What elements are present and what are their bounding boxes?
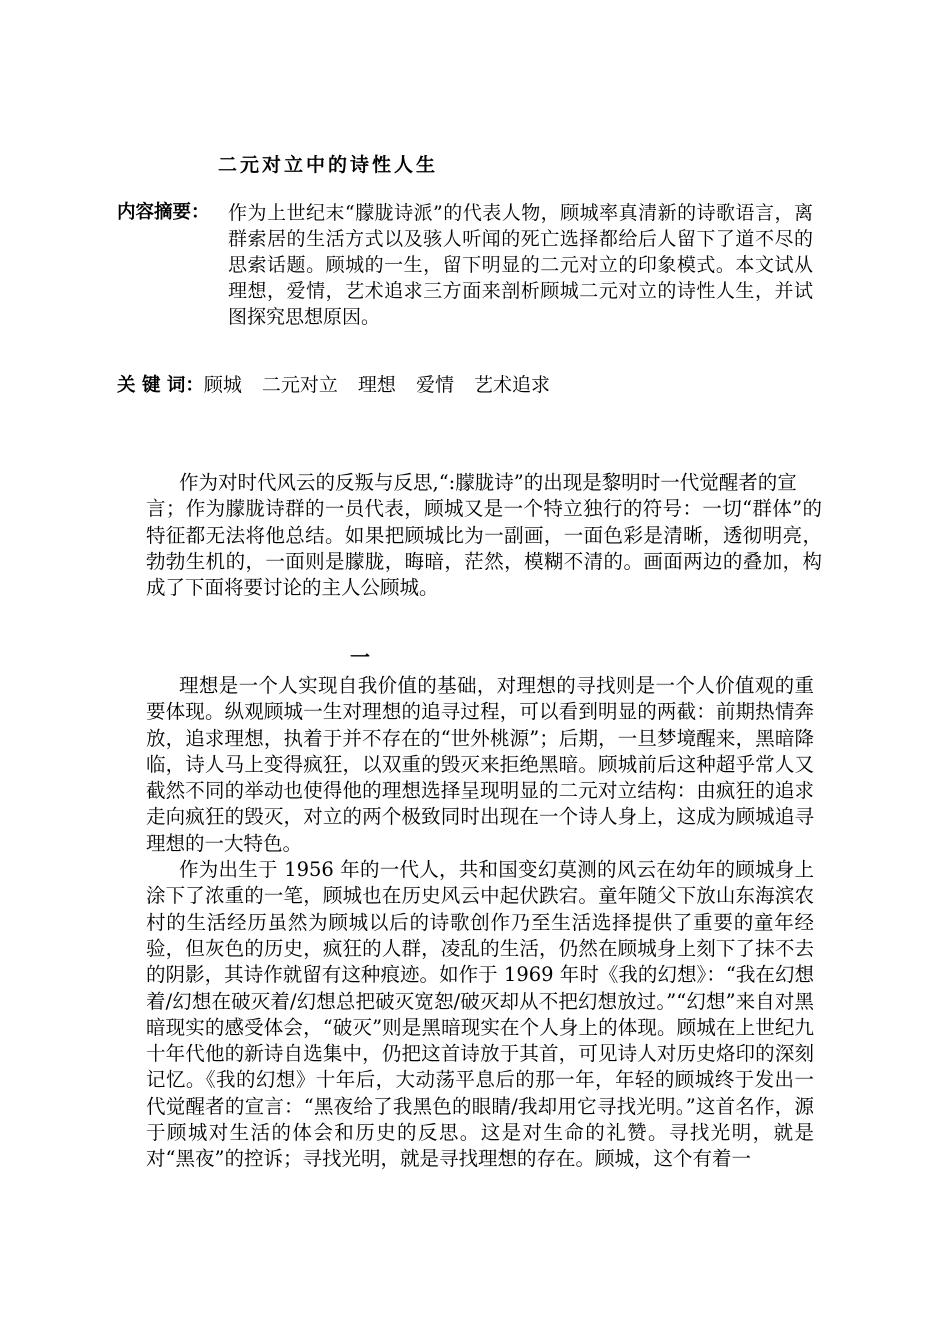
keyword: 理想 <box>357 374 396 396</box>
abstract-block <box>117 200 817 330</box>
section-number: 一 <box>350 645 370 669</box>
section-paragraph: 作为出生于 1956 年的一代人，共和国变幻莫测的风云在幼年的顾城身上涂下了浓重的一笔，顾城也在历史风云中起伏跌宕。童年随父下放山东海滨农村的生活经历虽然为顾城以后的诗歌创作乃至生活选择提供了重要的童年经验，但灰色的历史，疯狂的人群，凌乱的生活，仍然在顾城身上刻下了抹不去的阴影，其诗作就留有这种痕迹。如作于 1969 年时《我的幻想》：“我在幻想着/幻想在破灭着/幻想总把破灭宽恕/破灭却从不把幻想放过。”“幻想”来自对黑暗现实的感受体会，“破灭”则是黑暗现实在个人身上的体现。顾城在上世纪九十年代他的新诗自选集中，仍把这首诗放于其首，可见诗人对历史烙印的深刻记忆。《我的幻想》十年后，大动荡平息后的那一年，年轻的顾城终于发出一代觉醒者的宣言：“黑夜给了我黑色的眼睛/我却用它寻找光明。”这首名作，源于顾城对生活的体会和历史的反思。这是对生命的礼赞。寻找光明，就是对“黑夜”的控诉；寻找光明，就是寻找理想的存在。顾城，这个有着一 <box>146 858 814 1171</box>
intro-line-1: 作为对时代风云的反叛与反思,“:朦胧诗”的出现是黎明时一代觉醒者的宣 <box>179 471 797 494</box>
keyword: 二元对立 <box>261 374 338 396</box>
section-paragraph: 理想是一个人实现自我价值的基础，对理想的寻找则是一个人价值观的重要体现。纵观顾城一生对理想的追寻过程，可以看到明显的两截：前期热情奔放，追求理想，执着于并不存在的“世外桃源”；后期，一旦梦境醒来，黑暗降临，诗人马上变得疯狂，以双重的毁灭来拒绝黑暗。顾城前后这种超乎常人又截然不同的举动也使得他的理想选择呈现明显的二元对立结构：由疯狂的追求走向疯狂的毁灭，对立的两个极致同时出现在一个诗人身上，这成为顾城追寻理想的一大特色。 <box>146 674 814 855</box>
section-body <box>146 673 814 1173</box>
page-title: 二元对立中的诗性人生 <box>218 154 439 176</box>
keywords-block <box>117 372 570 399</box>
keyword: 艺术追求 <box>473 374 550 396</box>
intro-paragraph <box>146 470 822 601</box>
abstract-label: 内容摘要： <box>117 202 210 223</box>
keyword: 爱情 <box>415 374 454 396</box>
keywords-label: 关 键 词： <box>117 375 204 396</box>
abstract-text: 作为上世纪末“朦胧诗派”的代表人物，顾城率真清新的诗歌语言，离群索居的生活方式以及骇人听闻的死亡选择都给后人留下了道不尽的思索话题。顾城的一生，留下明显的二元对立的印象模式。本文试从理想，爱情，艺术追求三方面来剖析顾城二元对立的诗性人生，并试图探究思想原因。 <box>228 202 813 328</box>
intro-rest: 言；作为朦胧诗群的一员代表，顾城又是一个特立独行的符号：一切“群体”的特征都无法将他总结。如果把顾城比为一副画，一面色彩是清晰，透彻明亮，勃勃生机的，一面则是朦胧，晦暗，茫然，模糊不清的。画面两边的叠加，构成了下面将要讨论的主人公顾城。 <box>146 497 822 600</box>
keyword: 顾城 <box>203 374 242 396</box>
